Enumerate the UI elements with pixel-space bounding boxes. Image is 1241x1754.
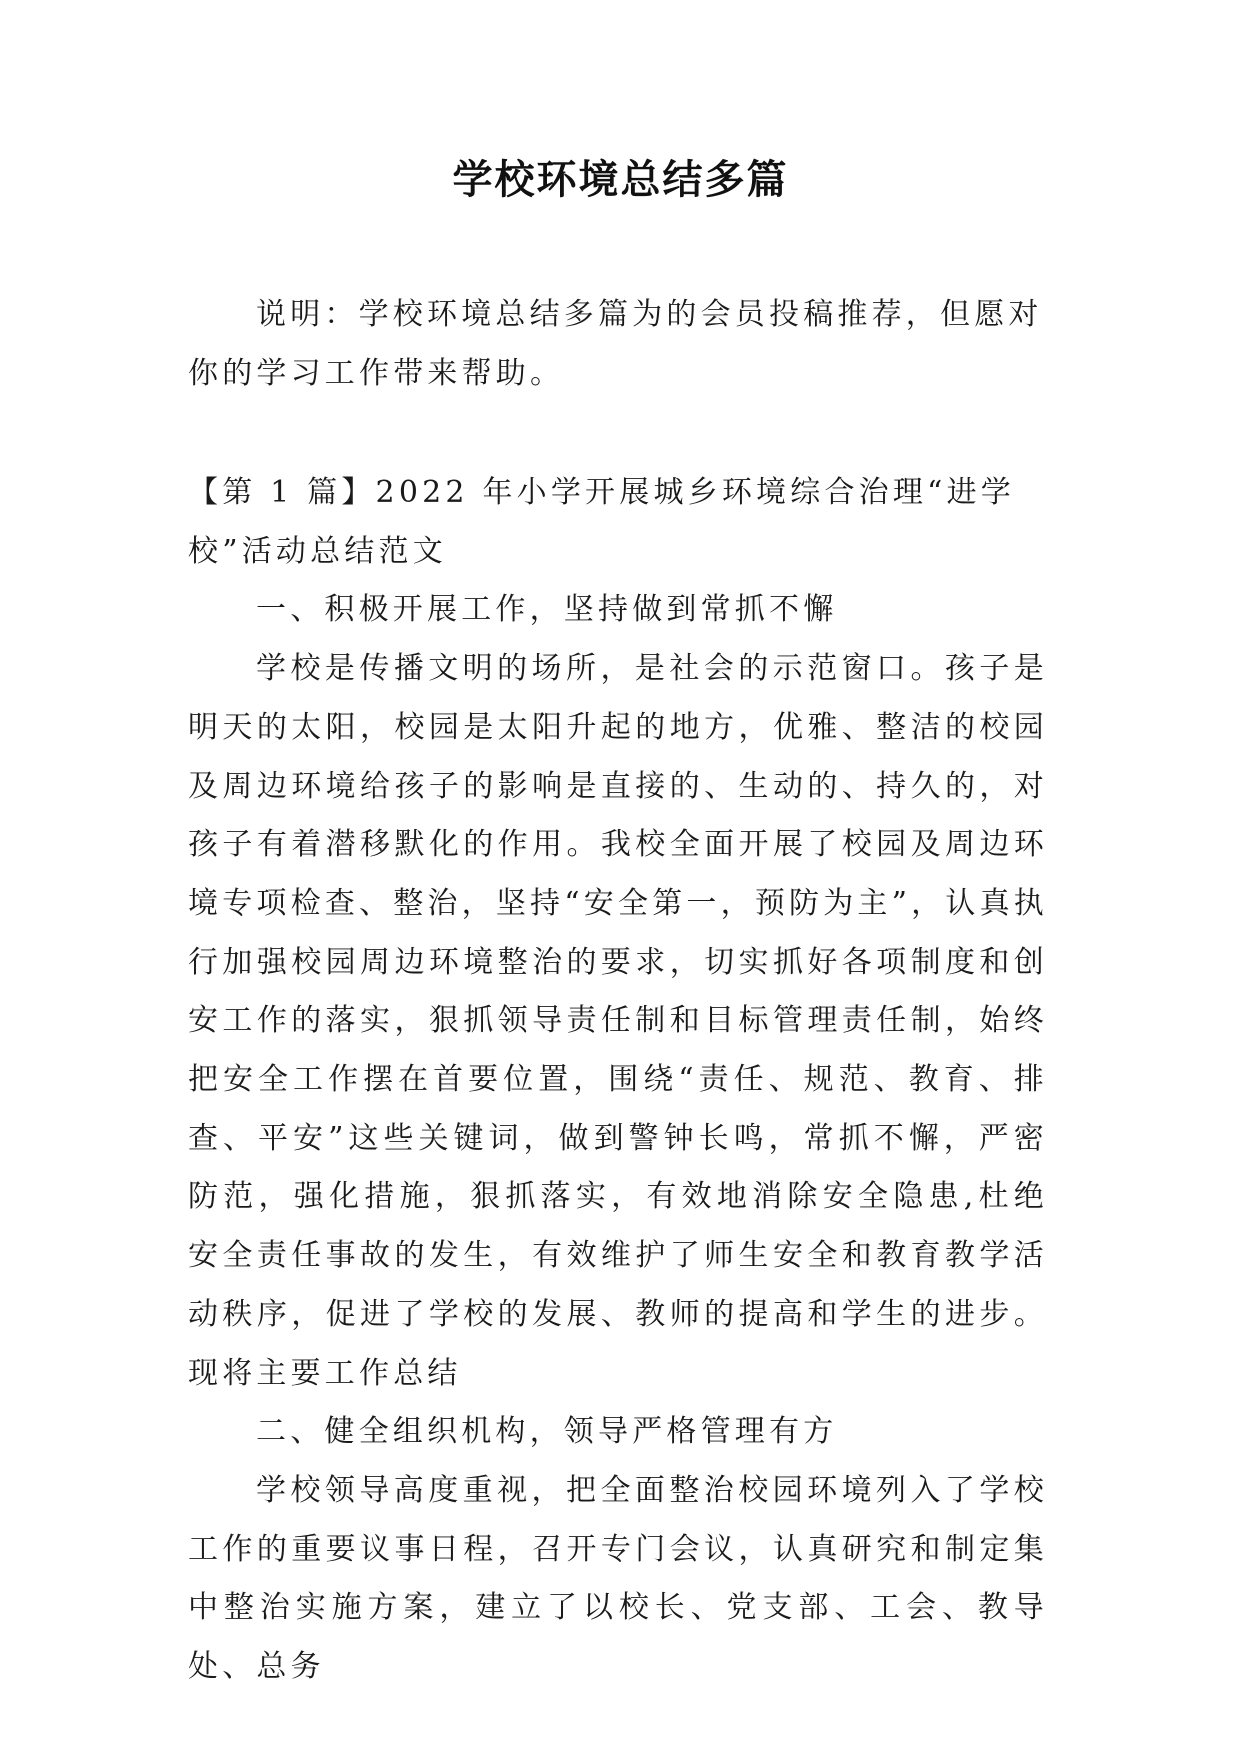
section-2-paragraph: 学校领导高度重视，把全面整治校园环境列入了学校工作的重要议事日程，召开专门会议，认真研究和制定集中整治实施方案，建立了以校长、党支部、工会、教导处、总务 (188, 1472, 1048, 1685)
section-1-heading: 一、积极开展工作，坚持做到常抓不懈 (256, 592, 838, 628)
section-2-heading: 二、健全组织机构，领导严格管理有方 (256, 1414, 838, 1450)
section-1-paragraph: 学校是传播文明的场所，是社会的示范窗口。孩子是明天的太阳，校园是太阳升起的地方，优雅、整洁的校园及周边环境给孩子的影响是直接的、生动的、持久的，对孩子有着潜移默化的作用。我校全面开展了校园及周边环境专项检查、整治，坚持“安全第一，预防为主”，认真执行加强校园周边环境整治的要求，切实抓好各项制度和创安工作的落实，狠抓领导责任制和目标管理责任制，始终把安全工作摆在首要位置，围绕“责任、规范、教育、排查、平安”这些关键词，做到警钟长鸣，常抓不懈，严密防范，强化措施，狠抓落实，有效地消除安全隐患,杜绝安全责任事故的发生，有效维护了师生安全和教育教学活动秩序，促进了学校的发展、教师的提高和学生的进步。现将主要工作总结 (188, 651, 1048, 1391)
document-body (188, 464, 1048, 1697)
document-title: 学校环境总结多篇 (452, 157, 789, 203)
chapter-heading: 【第 1 篇】2022 年小学开展城乡环境综合治理“进学校”活动总结范文 (188, 475, 1015, 569)
document-note: 说明：学校环境总结多篇为的会员投稿推荐，但愿对你的学习工作带来帮助。 (188, 297, 1043, 391)
